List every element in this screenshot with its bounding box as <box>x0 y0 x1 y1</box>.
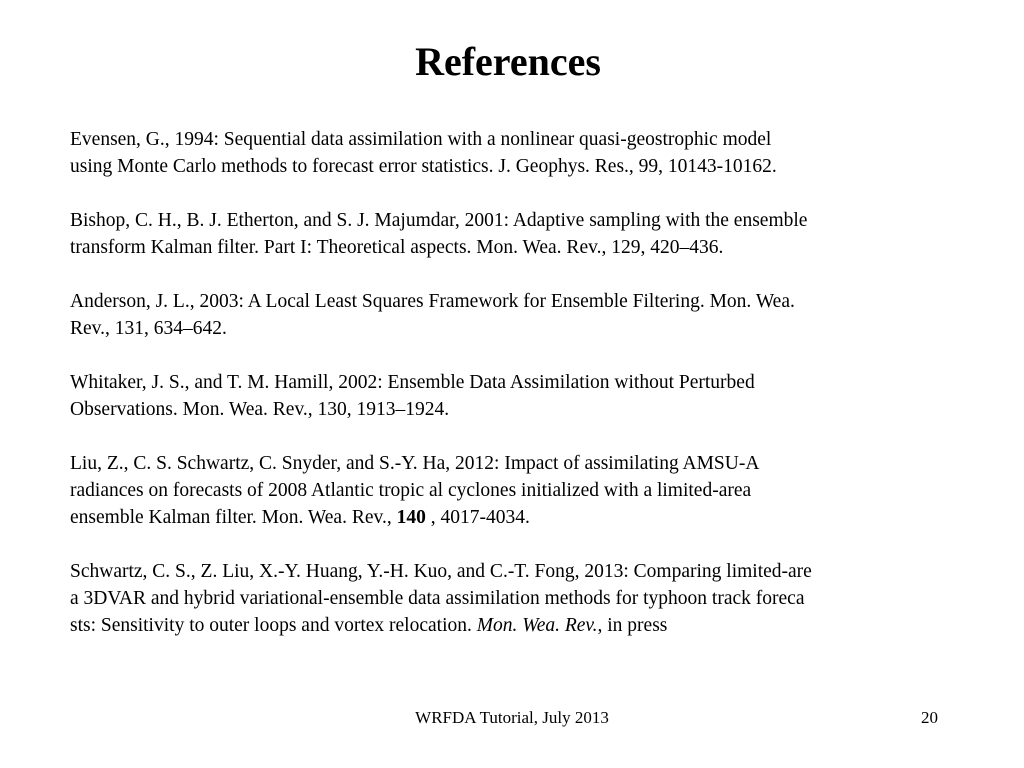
page-number: 20 <box>921 708 938 727</box>
reference-text: , 4017-4034. <box>425 507 530 528</box>
reference-text: ensemble Kalman filter. Mon. Wea. Rev., <box>70 507 397 528</box>
reference-item <box>70 207 950 261</box>
reference-line: a 3DVAR and hybrid variational-ensemble data assimilation methods for typhoon track foreca <box>70 588 805 609</box>
slide-title: References <box>415 39 601 84</box>
reference-item <box>70 450 950 531</box>
reference-item <box>70 558 950 639</box>
reference-item <box>70 288 950 342</box>
reference-line: Liu, Z., C. S. Schwartz, C. Snyder, and S.-Y. Ha, 2012: Impact of assimilating AMSU-A <box>70 453 760 474</box>
reference-line: Observations. Mon. Wea. Rev., 130, 1913–1924. <box>70 399 450 420</box>
reference-line: Bishop, C. H., B. J. Etherton, and S. J. Majumdar, 2001: Adaptive sampling with the ensemble <box>70 210 808 231</box>
journal-name: Mon. Wea. Rev. <box>476 615 598 636</box>
slide-footer: WRFDA Tutorial, July 2013 <box>415 708 609 727</box>
volume-number: 140 <box>396 507 426 528</box>
reference-line: radiances on forecasts of 2008 Atlantic tropic al cyclones initialized with a limited-area <box>70 480 752 501</box>
reference-item <box>70 369 950 423</box>
reference-line: Evensen, G., 1994: Sequential data assimilation with a nonlinear quasi-geostrophic model <box>70 129 772 150</box>
reference-line: Whitaker, J. S., and T. M. Hamill, 2002: Ensemble Data Assimilation without Perturbed <box>70 372 755 393</box>
reference-line: transform Kalman filter. Part I: Theoretical aspects. Mon. Wea. Rev., 129, 420–436. <box>70 237 724 258</box>
reference-text: sts: Sensitivity to outer loops and vortex relocation. <box>70 615 477 636</box>
reference-line <box>70 504 950 531</box>
reference-text: , in press <box>597 615 668 636</box>
reference-line: Schwartz, C. S., Z. Liu, X.-Y. Huang, Y.-H. Kuo, and C.-T. Fong, 2013: Comparing limited-are <box>70 561 812 582</box>
reference-item <box>70 126 950 180</box>
reference-list <box>70 126 950 666</box>
reference-line <box>70 612 950 639</box>
reference-line: Rev., 131, 634–642. <box>70 318 227 339</box>
reference-line: using Monte Carlo methods to forecast error statistics. J. Geophys. Res., 99, 10143-10162. <box>70 156 777 177</box>
reference-line: Anderson, J. L., 2003: A Local Least Squares Framework for Ensemble Filtering. Mon. Wea. <box>70 291 795 312</box>
